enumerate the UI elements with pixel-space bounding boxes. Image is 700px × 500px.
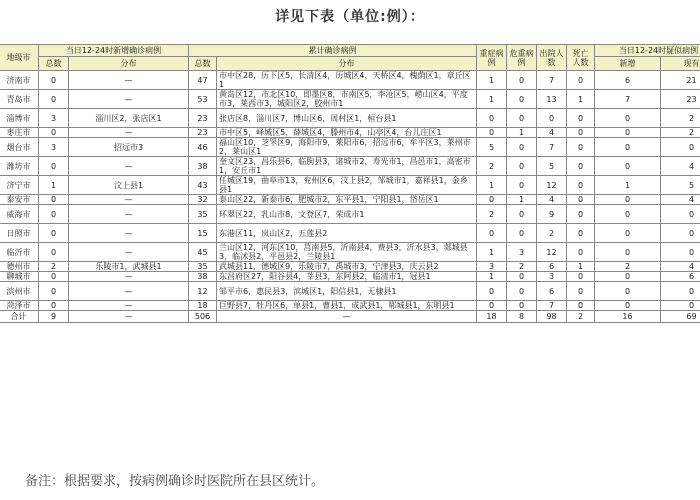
header-city: 地级市 (0, 45, 39, 71)
table-row (0, 272, 700, 282)
cell-total-cum-distribution: — (217, 311, 477, 323)
cell-suspect-current: 0 (661, 224, 700, 243)
header-critical: 危重病例 (507, 45, 537, 71)
header-new-total: 总数 (39, 57, 69, 71)
cell-suspect-new: 0 (595, 282, 661, 301)
cell-cum-total: 18 (189, 301, 217, 311)
cell-new-total: 0 (39, 301, 69, 311)
cell-severe: 2 (477, 205, 507, 224)
cell-severe: 0 (477, 301, 507, 311)
cell-new-distribution: 淄川区2，张店区1 (69, 109, 189, 128)
cell-deaths: 0 (567, 282, 595, 301)
cell-total-new: 9 (39, 311, 69, 323)
cell-suspect-current: 4 (661, 195, 700, 205)
cell-new-distribution: — (69, 272, 189, 282)
cell-cum-distribution: 市中区28，历下区5，长清区4，历城区4，天桥区4，槐荫区1，章丘区1 (217, 71, 477, 90)
cell-city: 菏泽市 (0, 301, 39, 311)
cell-new-total: 0 (39, 195, 69, 205)
table-row (0, 90, 700, 109)
table-body (0, 71, 700, 323)
cell-total-discharged: 98 (537, 311, 567, 323)
cell-critical: 0 (507, 282, 537, 301)
cell-discharged: 6 (537, 262, 567, 272)
cell-city: 临沂市 (0, 243, 39, 262)
cell-new-total: 3 (39, 109, 69, 128)
cell-discharged: 7 (537, 138, 567, 157)
cell-critical: 0 (507, 224, 537, 243)
cell-cum-distribution: 武城县11，德城区9，乐陵市7，禹城市3，宁津县3，庆云县2 (217, 262, 477, 272)
table-row (0, 71, 700, 90)
cell-suspect-new: 0 (595, 301, 661, 311)
cell-total-severe: 18 (477, 311, 507, 323)
cell-suspect-current: 0 (661, 243, 700, 262)
cell-suspect-new: 6 (595, 71, 661, 90)
cell-severe: 0 (477, 128, 507, 138)
cell-new-distribution: — (69, 301, 189, 311)
cell-city: 日照市 (0, 224, 39, 243)
header-cum-group: 累计确诊病例 (189, 45, 477, 57)
cell-suspect-new: 0 (595, 224, 661, 243)
cell-severe: 0 (477, 282, 507, 301)
cell-discharged: 5 (537, 157, 567, 176)
cell-critical: 0 (507, 71, 537, 90)
cell-critical: 0 (507, 176, 537, 195)
header-severe: 重症病例 (477, 45, 507, 71)
data-table-container (0, 44, 700, 323)
cell-suspect-new: 1 (595, 176, 661, 195)
cell-deaths: 1 (567, 90, 595, 109)
cell-deaths: 0 (567, 157, 595, 176)
cell-suspect-current: 0 (661, 301, 700, 311)
cell-cum-distribution: 泰山区22，新泰市6，肥城市2，东平县1，宁阳县1，岱岳区1 (217, 195, 477, 205)
cell-cum-total: 53 (189, 90, 217, 109)
cell-total-new-distribution: — (69, 311, 189, 323)
cell-critical: 0 (507, 109, 537, 128)
cell-suspect-current: 21 (661, 71, 700, 90)
cell-critical: 1 (507, 128, 537, 138)
cell-suspect-current: 0 (661, 205, 700, 224)
cell-deaths: 0 (567, 109, 595, 128)
header-suspect-group: 当日12-24时疑似病例 (595, 45, 700, 57)
cell-discharged: 3 (537, 272, 567, 282)
cell-new-distribution: — (69, 243, 189, 262)
cell-new-total: 0 (39, 90, 69, 109)
cell-city: 济南市 (0, 71, 39, 90)
cell-deaths: 0 (567, 195, 595, 205)
cell-new-total: 0 (39, 272, 69, 282)
cell-cum-distribution: 任城区19，曲阜市13，兖州区6，汶上县2，邹城市1，嘉祥县1，金乡县1 (217, 176, 477, 195)
cell-city: 泰安市 (0, 195, 39, 205)
cell-city: 青岛市 (0, 90, 39, 109)
cell-deaths: 0 (567, 301, 595, 311)
cell-cum-total: 47 (189, 71, 217, 90)
cell-suspect-new: 0 (595, 138, 661, 157)
cell-discharged: 12 (537, 243, 567, 262)
cell-cum-distribution: 张店区8，淄川区7，博山区6，周村区1，桓台县1 (217, 109, 477, 128)
cell-cum-distribution: 市中区5，峄城区5，薛城区4，滕州市4，山亭区4，台儿庄区1 (217, 128, 477, 138)
cell-critical: 0 (507, 301, 537, 311)
cell-discharged: 9 (537, 205, 567, 224)
header-new-distribution: 分布 (69, 57, 189, 71)
cell-cum-distribution: 奎文区23，昌乐县6，临朐县3，诸城市2，寿光市1，昌邑市1，高密市1，安丘市1 (217, 157, 477, 176)
cell-critical: 3 (507, 243, 537, 262)
table-row (0, 224, 700, 243)
cell-new-total: 0 (39, 71, 69, 90)
cell-city: 潍坊市 (0, 157, 39, 176)
cell-new-total: 0 (39, 243, 69, 262)
table-row (0, 195, 700, 205)
cell-new-distribution: 汶上县1 (69, 176, 189, 195)
header-suspect-new: 新增 (595, 57, 661, 71)
header-cum-distribution: 分布 (217, 57, 477, 71)
cell-critical: 0 (507, 157, 537, 176)
header-suspect-current: 现有 (661, 57, 700, 71)
table-row (0, 282, 700, 301)
cell-discharged: 7 (537, 71, 567, 90)
cell-suspect-new: 0 (595, 157, 661, 176)
cell-discharged: 4 (537, 195, 567, 205)
cell-new-distribution: 招远市3 (69, 138, 189, 157)
cell-cum-distribution: 黄岛区12，市北区10，即墨区8，市南区5，李沧区5，崂山区4，平度市3，莱西市3，城阳区2，胶州市1 (217, 90, 477, 109)
cell-suspect-current: 0 (661, 282, 700, 301)
cell-total-label: 合计 (0, 311, 39, 323)
table-row (0, 176, 700, 195)
cell-critical: 0 (507, 205, 537, 224)
header-cum-total: 总数 (189, 57, 217, 71)
cell-cum-distribution: 环翠区22，乳山市8，文登区7，荣成市1 (217, 205, 477, 224)
cell-new-total: 1 (39, 176, 69, 195)
cell-new-distribution: — (69, 90, 189, 109)
cell-discharged: 12 (537, 176, 567, 195)
cell-discharged: 6 (537, 282, 567, 301)
table-row (0, 109, 700, 128)
cell-new-total: 0 (39, 224, 69, 243)
cell-city: 德州市 (0, 262, 39, 272)
cell-suspect-current: 6 (661, 272, 700, 282)
cell-severe: 1 (477, 272, 507, 282)
cell-total-deaths: 2 (567, 311, 595, 323)
cell-suspect-new: 0 (595, 195, 661, 205)
cell-cum-total: 35 (189, 262, 217, 272)
cell-suspect-current: 23 (661, 90, 700, 109)
table-row (0, 205, 700, 224)
cell-new-distribution: — (69, 205, 189, 224)
cell-new-distribution: — (69, 71, 189, 90)
cell-discharged: 7 (537, 301, 567, 311)
cell-total-suspect-current: 69 (661, 311, 700, 323)
cell-new-total: 0 (39, 205, 69, 224)
cell-discharged: 2 (537, 224, 567, 243)
cell-deaths: 0 (567, 138, 595, 157)
cell-city: 烟台市 (0, 138, 39, 157)
cell-severe: 0 (477, 224, 507, 243)
cell-deaths: 0 (567, 71, 595, 90)
cell-suspect-current: 0 (661, 138, 700, 157)
cell-new-total: 3 (39, 138, 69, 157)
data-table (0, 44, 700, 323)
cell-new-total: 2 (39, 262, 69, 272)
cell-total-critical: 8 (507, 311, 537, 323)
cell-critical: 0 (507, 272, 537, 282)
cell-cum-total: 38 (189, 272, 217, 282)
cell-new-distribution: 乐陵市1，武城县1 (69, 262, 189, 272)
cell-critical: 1 (507, 195, 537, 205)
cell-cum-distribution: 东昌府区27，阳谷县4，莘县3，东阿县2，临清市1，冠县1 (217, 272, 477, 282)
cell-cum-total: 32 (189, 195, 217, 205)
cell-new-total: 0 (39, 282, 69, 301)
cell-new-distribution: — (69, 282, 189, 301)
cell-severe: 1 (477, 243, 507, 262)
cell-cum-distribution: 兰山区12，河东区10，莒南县5，沂南县4，费县3，沂水县3，郯城县3，临沭县2，平邑县2，兰陵县1 (217, 243, 477, 262)
table-row (0, 301, 700, 311)
cell-deaths: 0 (567, 128, 595, 138)
cell-discharged: 13 (537, 90, 567, 109)
cell-cum-total: 38 (189, 157, 217, 176)
cell-total-cum: 506 (189, 311, 217, 323)
cell-suspect-new: 0 (595, 109, 661, 128)
cell-severe: 3 (477, 262, 507, 272)
cell-suspect-new: 7 (595, 90, 661, 109)
cell-suspect-current: 2 (661, 128, 700, 138)
table-row (0, 262, 700, 272)
table-row (0, 243, 700, 262)
cell-deaths: 1 (567, 262, 595, 272)
cell-city: 枣庄市 (0, 128, 39, 138)
cell-severe: 2 (477, 157, 507, 176)
cell-severe: 1 (477, 176, 507, 195)
header-discharged: 出院人数 (537, 45, 567, 71)
cell-suspect-current: 4 (661, 157, 700, 176)
cell-city: 淄博市 (0, 109, 39, 128)
cell-cum-total: 23 (189, 109, 217, 128)
cell-cum-total: 23 (189, 128, 217, 138)
cell-critical: 0 (507, 138, 537, 157)
cell-suspect-new: 0 (595, 205, 661, 224)
total-row (0, 311, 700, 323)
cell-suspect-new: 0 (595, 243, 661, 262)
cell-new-distribution: — (69, 128, 189, 138)
table-row (0, 128, 700, 138)
cell-severe: 1 (477, 90, 507, 109)
cell-cum-total: 35 (189, 205, 217, 224)
cell-deaths: 0 (567, 224, 595, 243)
cell-new-distribution: — (69, 195, 189, 205)
cell-cum-distribution: 巨野县7，牡丹区6，单县1，曹县1，成武县1，郓城县1，东明县1 (217, 301, 477, 311)
cell-severe: 1 (477, 71, 507, 90)
cell-cum-total: 12 (189, 282, 217, 301)
cell-cum-total: 46 (189, 138, 217, 157)
table-row (0, 138, 700, 157)
table-row (0, 157, 700, 176)
cell-deaths: 0 (567, 272, 595, 282)
cell-discharged: 0 (537, 109, 567, 128)
cell-suspect-current: 5 (661, 176, 700, 195)
cell-city: 滨州市 (0, 282, 39, 301)
cell-severe: 5 (477, 138, 507, 157)
cell-cum-distribution: 邹平市6，惠民县3，滨城区1，阳信县1，无棣县1 (217, 282, 477, 301)
cell-suspect-new: 2 (595, 262, 661, 272)
cell-severe: 0 (477, 195, 507, 205)
cell-cum-total: 43 (189, 176, 217, 195)
cell-severe: 0 (477, 109, 507, 128)
cell-new-distribution: — (69, 157, 189, 176)
footnote: 备注：根据要求，按病例确诊时医院所在县区统计。 (25, 474, 325, 489)
header-new-group: 当日12-24时新增确诊病例 (39, 45, 189, 57)
cell-suspect-current: 4 (661, 262, 700, 272)
cell-city: 威海市 (0, 205, 39, 224)
cell-cum-total: 15 (189, 224, 217, 243)
cell-deaths: 0 (567, 243, 595, 262)
cell-suspect-current: 2 (661, 109, 700, 128)
cell-total-suspect-new: 16 (595, 311, 661, 323)
cell-deaths: 0 (567, 205, 595, 224)
cell-suspect-new: 0 (595, 272, 661, 282)
cell-critical: 2 (507, 262, 537, 272)
cell-city: 聊城市 (0, 272, 39, 282)
cell-city: 济宁市 (0, 176, 39, 195)
header-deaths: 死亡人数 (567, 45, 595, 71)
cell-new-distribution: — (69, 224, 189, 243)
cell-suspect-new: 0 (595, 128, 661, 138)
cell-critical: 0 (507, 90, 537, 109)
cell-new-total: 0 (39, 157, 69, 176)
page-title: 详见下表（单位:例）： (275, 9, 425, 25)
cell-discharged: 4 (537, 128, 567, 138)
cell-cum-distribution: 福山区10，芝罘区9，海阳市9，莱阳市6，招远市6，牟平区3，莱州市2，莱山区1 (217, 138, 477, 157)
cell-new-total: 0 (39, 128, 69, 138)
cell-deaths: 0 (567, 176, 595, 195)
cell-cum-distribution: 东港区11，岚山区2，五莲县2 (217, 224, 477, 243)
cell-cum-total: 45 (189, 243, 217, 262)
